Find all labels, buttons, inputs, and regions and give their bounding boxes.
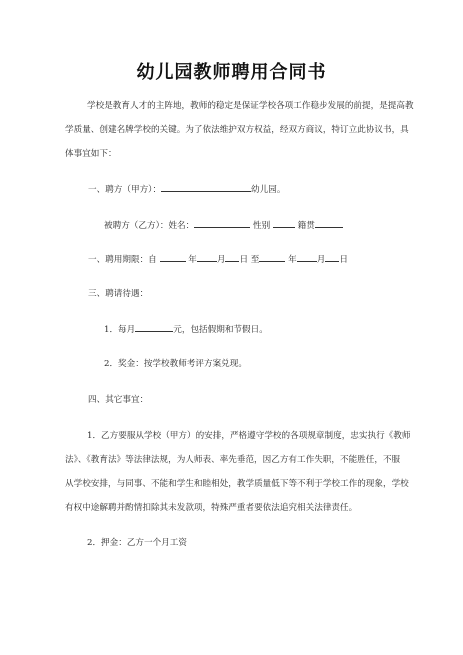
period-line [88,252,348,266]
period-month-1: 月 [216,255,226,265]
salary-label: 1．每月 [104,325,136,335]
party-a-line [88,182,285,196]
gender-blank [273,218,295,228]
intro-line-1: 学校是教育人才的主阵地，教师的稳定是保证学校各项工作稳步发展的前提，是提高教 [87,101,414,111]
party-b-line [104,218,343,232]
salary-suffix: 元，包括假期和节假日。 [173,325,268,335]
other-item-1-line-3: 从学校安排，与同事、不能和学生和睦相处，教学质量低下等不利于学校工作的现象，学校 [65,479,409,489]
section-3-heading: 三、聘请待遇： [88,289,149,299]
period-year-1: 年 [188,255,197,265]
other-item-1-line-2: 法》、《教育法》等法律法规，为人师表、率先垂范，因乙方有工作失职，不能胜任，不服 [65,455,401,465]
end-month-blank [297,252,317,262]
period-year-2: 年 [288,255,297,265]
party-b-label: 被聘方（乙方）：姓名： [104,221,195,231]
deposit-line: 2．押金：乙方一个月工资 [87,538,187,548]
end-year-blank [259,252,285,262]
other-item-1-line-1: 1．乙方要服从学校（甲方）的安排，严格遵守学校的各项规章制度，忠实执行《教师 [87,431,411,441]
start-month-blank [197,252,217,262]
period-month-2: 月 [316,255,326,265]
period-label: 一、聘用期限：自 [88,255,157,265]
period-day-to: 日 至 [239,255,260,265]
salary-line [104,322,268,336]
salary-blank [135,322,173,332]
intro-line-2: 学质量、创建名牌学校的关键。为了依法维护双方权益，经双方商议，特订立此协议书，具 [65,125,409,135]
page-title: 幼儿园教师聘用合同书 [136,62,327,83]
other-item-1-line-4: 有权中途解聘并酌情扣除其未发款项，特殊严重者要依法追究相关法律责任。 [65,503,358,513]
start-day-blank [225,252,239,262]
gender-label: 性别 [252,221,271,231]
party-a-blank [161,182,251,192]
name-blank [194,218,250,228]
period-day-2: 日 [339,255,348,265]
origin-blank [315,218,343,228]
intro-line-3: 体事宜如下： [65,149,117,159]
party-a-label: 一、聘方（甲方）： [88,185,162,195]
section-4-heading: 四、其它事宜： [88,395,149,405]
end-day-blank [325,252,339,262]
start-year-blank [160,252,186,262]
party-a-suffix: 幼儿园。 [251,185,286,195]
bonus-line: 2．奖金：按学校教师考评方案兑现。 [104,359,247,369]
origin-label: 籍贯 [297,221,315,231]
